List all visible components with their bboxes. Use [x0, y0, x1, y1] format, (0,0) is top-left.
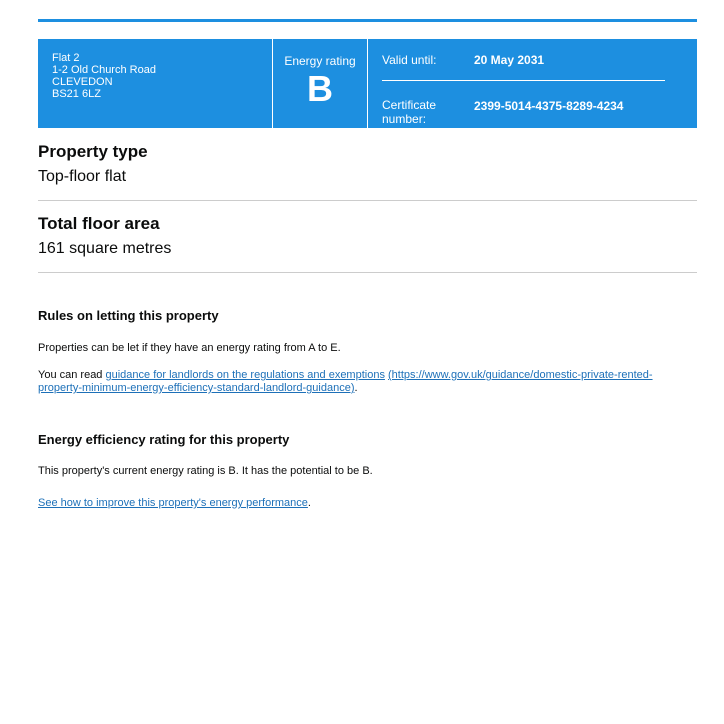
guidance-suffix: .: [354, 382, 358, 394]
landlord-guidance-link[interactable]: guidance for landlords on the regulations and exemptions: [105, 369, 385, 381]
section-divider: [38, 272, 697, 273]
certificate-number-value: 2399-5014-4375-8289-4234: [474, 99, 624, 113]
certificate-number-label: Certificate number:: [382, 98, 437, 126]
letting-rules-heading: Rules on letting this property: [38, 308, 219, 323]
property-type-section: [38, 142, 697, 186]
top-divider: [38, 19, 697, 22]
energy-rating-box: [273, 39, 368, 128]
valid-until-value: 20 May 2031: [474, 53, 545, 67]
certificate-meta: [368, 39, 697, 128]
letting-rules-text: Properties can be let if they have an energy rating from A to E.: [38, 342, 341, 354]
improve-performance-link[interactable]: See how to improve this property's energy performance: [38, 497, 308, 509]
certificate-banner: [38, 39, 697, 128]
efficiency-rating-text: This property's current energy rating is B. It has the potential to be B.: [38, 465, 373, 477]
improvement-suffix: .: [307, 497, 311, 509]
letting-guidance-paragraph: [38, 369, 688, 395]
improvement-paragraph: [38, 497, 688, 510]
energy-rating-label: Energy rating: [284, 54, 356, 68]
property-type-value: Top-floor flat: [38, 168, 127, 185]
address-line-4: BS21 6LZ: [52, 88, 101, 100]
guidance-prefix: You can read: [38, 369, 106, 381]
section-divider: [38, 200, 697, 201]
landlord-guidance-url[interactable]: (https://www.gov.uk/guidance/domestic-private-rented-property-minimum-energy-efficiency-standard-landlord-guidance): [38, 369, 653, 394]
address-line-3: CLEVEDON: [52, 76, 113, 88]
efficiency-rating-heading: Energy efficiency rating for this property: [38, 432, 290, 447]
floor-area-value: 161 square metres: [38, 240, 172, 257]
property-type-heading: Property type: [38, 142, 148, 161]
energy-rating-letter: B: [307, 68, 333, 109]
property-address: [38, 39, 273, 128]
floor-area-section: [38, 214, 697, 258]
address-line-1: Flat 2: [52, 52, 80, 64]
meta-divider: [382, 80, 665, 81]
floor-area-heading: Total floor area: [38, 214, 160, 233]
valid-until-label: Valid until:: [382, 53, 437, 67]
address-line-2: 1-2 Old Church Road: [52, 64, 156, 76]
